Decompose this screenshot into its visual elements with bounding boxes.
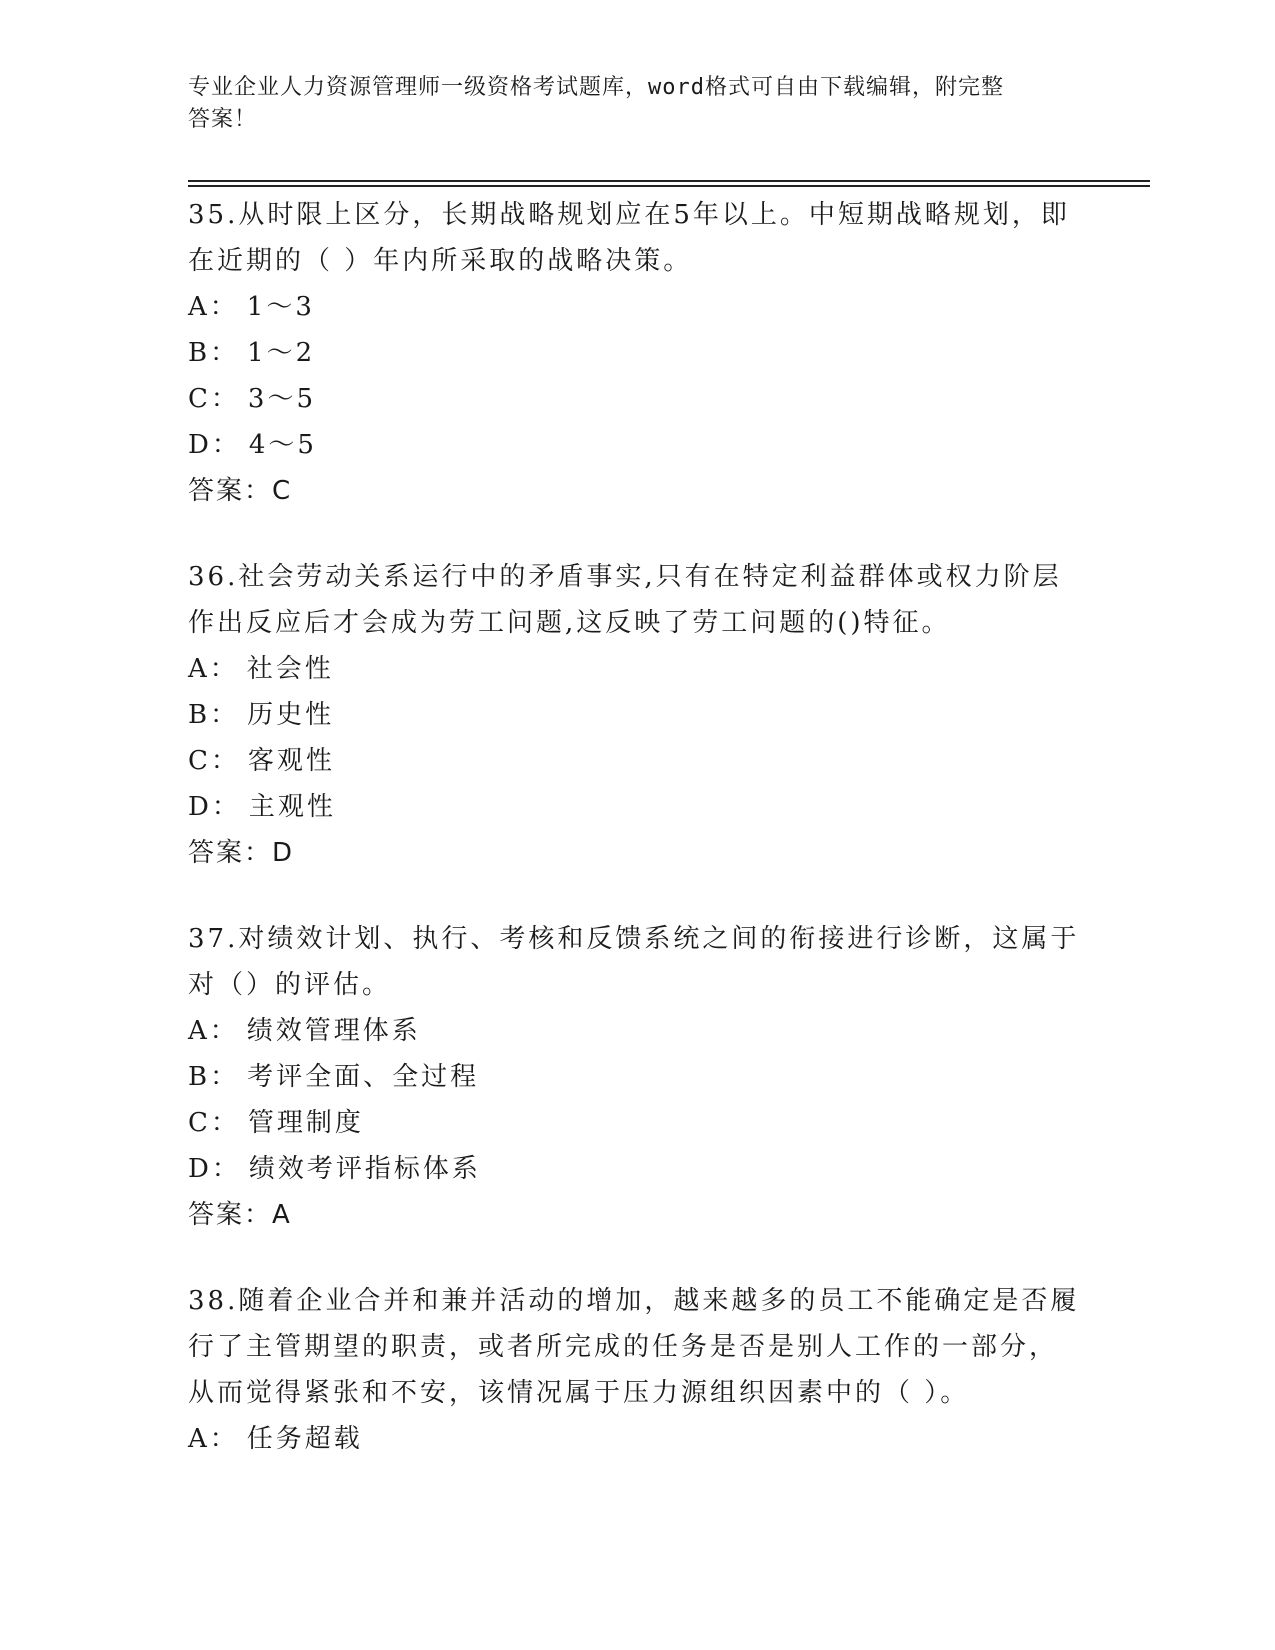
option-a bbox=[188, 284, 1088, 330]
option-b bbox=[188, 330, 1088, 376]
header-divider-bottom bbox=[188, 185, 1150, 187]
option-text: 绩效考评指标体系 bbox=[248, 1154, 481, 1184]
question-stem bbox=[188, 1278, 1088, 1416]
question-stem bbox=[188, 554, 1088, 646]
stem-line: 从而觉得紧张和不安，该情况属于压力源组织因素中的（ ）。 bbox=[188, 1378, 970, 1408]
option-a bbox=[188, 1008, 1088, 1054]
option-text: 1～3 bbox=[246, 292, 315, 322]
option-text: 任务超载 bbox=[246, 1424, 363, 1454]
question-list bbox=[188, 192, 1088, 1502]
option-c bbox=[188, 738, 1088, 784]
question-37 bbox=[188, 916, 1088, 1238]
option-c bbox=[188, 1100, 1088, 1146]
header-line-1: 专业企业人力资源管理师一级资格考试题库，word格式可自由下载编辑，附完整 bbox=[188, 75, 1004, 100]
header-line-2: 答案！ bbox=[188, 107, 258, 132]
option-key: B： bbox=[188, 1062, 240, 1092]
option-text: 主观性 bbox=[248, 792, 336, 822]
option-d bbox=[188, 784, 1088, 830]
question-stem bbox=[188, 916, 1088, 1008]
stem-line: 对（）的评估。 bbox=[188, 970, 392, 1000]
stem-line: 37.对绩效计划、执行、考核和反馈系统之间的衔接进行诊断，这属于 bbox=[188, 924, 1080, 954]
stem-line: 35.从时限上区分，长期战略规划应在5年以上。中短期战略规划，即 bbox=[188, 200, 1070, 230]
stem-line: 36.社会劳动关系运行中的矛盾事实,只有在特定利益群体或权力阶层 bbox=[188, 562, 1062, 592]
question-36 bbox=[188, 554, 1088, 876]
option-text: 1～2 bbox=[247, 338, 316, 368]
option-a bbox=[188, 646, 1088, 692]
question-stem bbox=[188, 192, 1088, 284]
option-text: 社会性 bbox=[246, 654, 334, 684]
option-a bbox=[188, 1416, 1088, 1462]
option-key: A： bbox=[188, 1016, 239, 1046]
option-text: 管理制度 bbox=[247, 1108, 364, 1138]
option-text: 绩效管理体系 bbox=[246, 1016, 421, 1046]
option-text: 客观性 bbox=[247, 746, 335, 776]
question-38 bbox=[188, 1278, 1088, 1462]
stem-line: 在近期的（ ）年内所采取的战略决策。 bbox=[188, 246, 693, 276]
option-key: D： bbox=[188, 792, 241, 822]
option-text: 考评全面、全过程 bbox=[247, 1062, 480, 1092]
option-text: 历史性 bbox=[247, 700, 335, 730]
option-d bbox=[188, 1146, 1088, 1192]
option-text: 3～5 bbox=[247, 384, 316, 414]
answer-line: 答案：A bbox=[188, 1200, 292, 1230]
option-b bbox=[188, 692, 1088, 738]
option-b bbox=[188, 1054, 1088, 1100]
answer-line: 答案：C bbox=[188, 476, 293, 506]
option-key: D： bbox=[188, 430, 241, 460]
option-c bbox=[188, 376, 1088, 422]
option-text: 4～5 bbox=[248, 430, 317, 460]
option-key: C： bbox=[188, 1108, 240, 1138]
stem-line: 作出反应后才会成为劳工问题,这反映了劳工问题的()特征。 bbox=[188, 608, 951, 638]
option-key: C： bbox=[188, 746, 240, 776]
header-divider-top bbox=[188, 180, 1150, 182]
question-35 bbox=[188, 192, 1088, 514]
option-d bbox=[188, 422, 1088, 468]
option-key: A： bbox=[188, 292, 239, 322]
option-key: C： bbox=[188, 384, 240, 414]
option-key: A： bbox=[188, 654, 239, 684]
answer-line: 答案：D bbox=[188, 838, 295, 868]
stem-line: 38.随着企业合并和兼并活动的增加，越来越多的员工不能确定是否履 bbox=[188, 1286, 1080, 1316]
option-key: B： bbox=[188, 338, 240, 368]
option-key: B： bbox=[188, 700, 240, 730]
stem-line: 行了主管期望的职责，或者所完成的任务是否是别人工作的一部分， bbox=[188, 1332, 1059, 1362]
option-key: A： bbox=[188, 1424, 239, 1454]
document-header bbox=[188, 72, 1088, 136]
option-key: D： bbox=[188, 1154, 241, 1184]
